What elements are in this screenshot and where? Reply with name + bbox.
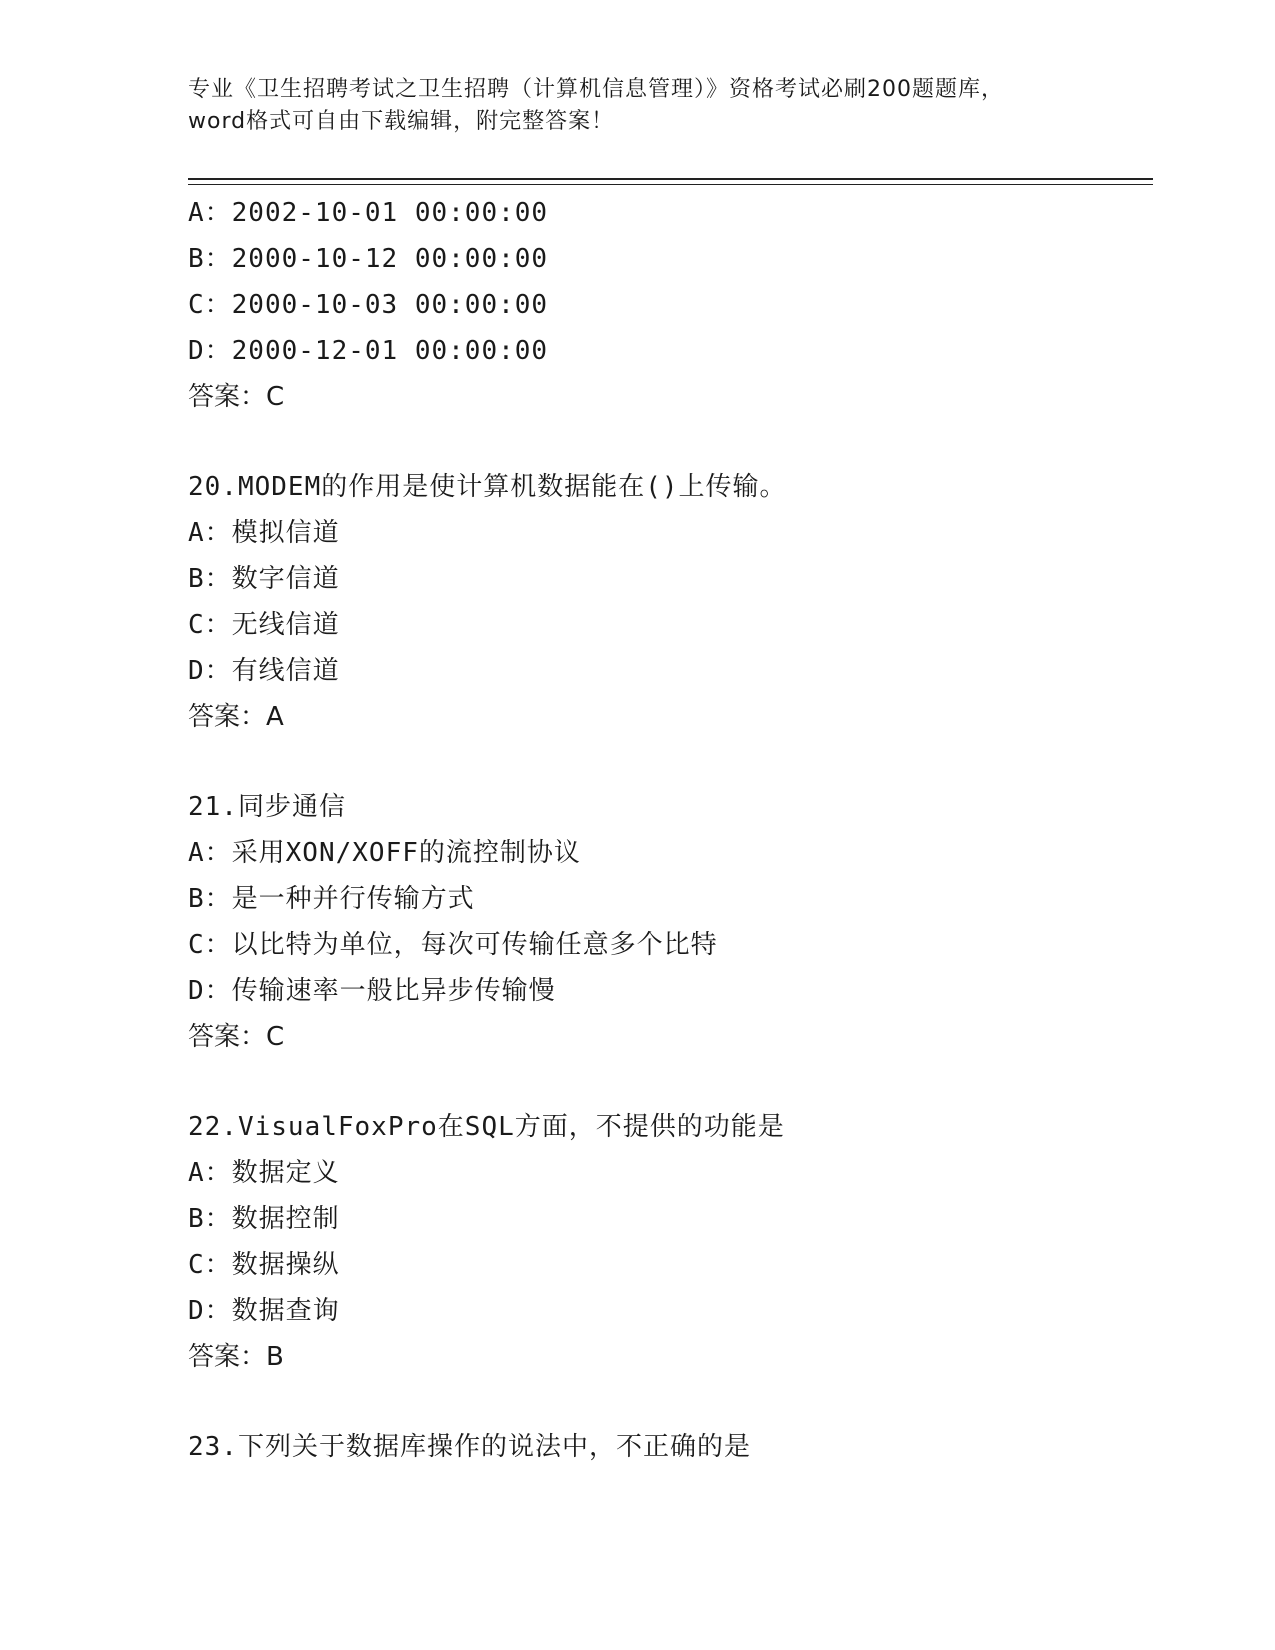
question-20 — [188, 464, 1148, 740]
answer: 答案：C — [188, 1022, 285, 1052]
question-19 — [188, 190, 1148, 420]
option-c: C：数据操纵 — [188, 1250, 340, 1280]
question-text: 23.下列关于数据库操作的说法中，不正确的是 — [188, 1432, 751, 1462]
option-a: A：模拟信道 — [188, 518, 340, 548]
option-c: C：无线信道 — [188, 610, 340, 640]
question-list — [188, 190, 1148, 1470]
option-a: A：采用XON/XOFF的流控制协议 — [188, 838, 581, 868]
option-b: B：2000-10-12 00:00:00 — [188, 244, 549, 274]
document-header — [188, 74, 1088, 138]
option-d: D：有线信道 — [188, 656, 340, 686]
answer: 答案：C — [188, 382, 285, 412]
question-23 — [188, 1424, 1148, 1470]
question-text: 22.VisualFoxPro在SQL方面，不提供的功能是 — [188, 1112, 785, 1142]
option-a: A：数据定义 — [188, 1158, 340, 1188]
option-b: B：数字信道 — [188, 564, 340, 594]
option-d: D：数据查询 — [188, 1296, 340, 1326]
option-c: C：以比特为单位，每次可传输任意多个比特 — [188, 930, 718, 960]
question-22 — [188, 1104, 1148, 1380]
question-text: 21.同步通信 — [188, 792, 346, 822]
header-divider-top — [188, 178, 1153, 180]
question-21 — [188, 784, 1148, 1060]
option-d: D：2000-12-01 00:00:00 — [188, 336, 549, 366]
option-b: B：是一种并行传输方式 — [188, 884, 475, 914]
option-c: C：2000-10-03 00:00:00 — [188, 290, 549, 320]
option-a: A：2002-10-01 00:00:00 — [188, 198, 549, 228]
header-divider-bottom — [188, 184, 1153, 185]
option-b: B：数据控制 — [188, 1204, 340, 1234]
answer: 答案：B — [188, 1342, 284, 1372]
header-line-2: word格式可自由下载编辑，附完整答案！ — [188, 109, 615, 134]
header-line-1: 专业《卫生招聘考试之卫生招聘（计算机信息管理）》资格考试必刷200题题库， — [188, 77, 1004, 102]
question-text: 20.MODEM的作用是使计算机数据能在()上传输。 — [188, 472, 787, 502]
answer: 答案：A — [188, 702, 284, 732]
option-d: D：传输速率一般比异步传输慢 — [188, 976, 556, 1006]
